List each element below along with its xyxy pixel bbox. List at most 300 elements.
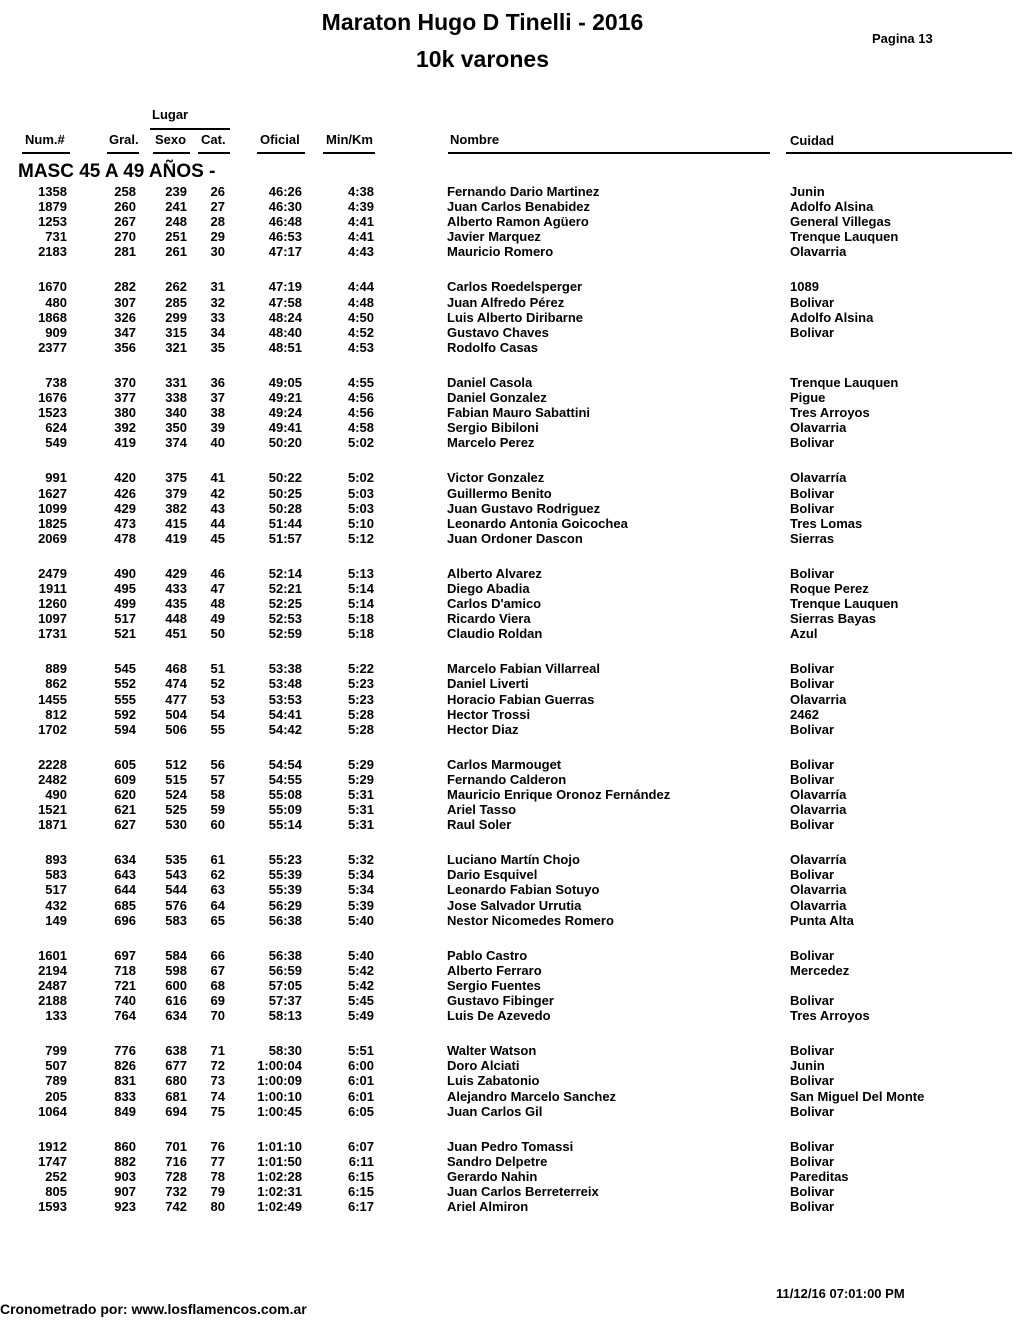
- cell-gral: 258: [114, 184, 136, 199]
- cell-ciudad: Bolivar: [790, 756, 835, 772]
- table-row: [0, 898, 1024, 913]
- cell-num: 549: [45, 435, 67, 451]
- cell-gral: 260: [114, 199, 136, 215]
- cell-nombre: Gustavo Chaves: [447, 324, 549, 340]
- table-row: [0, 435, 1024, 450]
- cell-minkm: 6:01: [347, 1073, 374, 1089]
- cell-oficial: 1:02:28: [257, 1168, 302, 1184]
- cell-ciudad: Bolivar: [790, 661, 835, 677]
- minkm-underline: [323, 152, 375, 154]
- cell-nombre: Sergio Fuentes: [447, 977, 541, 993]
- cell-num: 1911: [38, 580, 67, 596]
- cell-minkm: 5:40: [347, 947, 374, 963]
- cell-cat: 77: [210, 1153, 225, 1169]
- cell-oficial: 56:29: [268, 897, 302, 913]
- cell-sexo: 535: [165, 852, 187, 868]
- cell-num: 1670: [38, 279, 67, 295]
- cell-gral: 473: [114, 515, 136, 531]
- cell-num: 1601: [38, 947, 67, 963]
- cell-num: 480: [45, 294, 67, 310]
- cell-num: 1455: [38, 691, 67, 707]
- cell-nombre: Luis De Azevedo: [447, 1008, 551, 1024]
- cell-minkm: 4:41: [347, 214, 374, 230]
- page-number: Pagina 13: [872, 31, 933, 46]
- cell-ciudad: 1089: [790, 279, 819, 295]
- cell-nombre: Ariel Tasso: [447, 802, 517, 818]
- cell-num: 2188: [38, 993, 67, 1009]
- cell-num: 2479: [38, 565, 67, 581]
- cell-cat: 52: [210, 676, 225, 692]
- cell-ciudad: Bolivar: [790, 947, 835, 963]
- cell-sexo: 524: [165, 787, 187, 802]
- cell-sexo: 584: [165, 947, 187, 963]
- cell-gral: 517: [114, 611, 136, 627]
- cell-minkm: 5:34: [347, 867, 374, 883]
- cell-ciudad: Bolivar: [790, 993, 835, 1009]
- cell-ciudad: Bolivar: [790, 485, 835, 501]
- result-group: [0, 375, 1024, 450]
- cell-oficial: 51:44: [268, 515, 302, 531]
- cell-num: 889: [45, 661, 67, 677]
- cell-gral: 478: [114, 530, 136, 546]
- cell-oficial: 52:53: [268, 611, 302, 627]
- cell-minkm: 5:03: [347, 500, 374, 516]
- cell-minkm: 6:05: [347, 1103, 374, 1119]
- cell-gral: 609: [114, 771, 136, 787]
- cell-oficial: 50:20: [268, 435, 302, 451]
- cell-nombre: Gustavo Fibinger: [447, 993, 554, 1009]
- cell-minkm: 5:23: [347, 676, 374, 692]
- cell-ciudad: Bolivar: [790, 1138, 835, 1154]
- cell-num: 1523: [38, 405, 67, 421]
- cell-sexo: 728: [165, 1168, 187, 1184]
- footer-timestamp: 11/12/16 07:01:00 PM: [776, 1286, 905, 1301]
- table-row: [0, 882, 1024, 897]
- cell-nombre: Marcelo Perez: [447, 435, 535, 451]
- cell-cat: 31: [210, 279, 225, 295]
- table-row: [0, 310, 1024, 325]
- cell-sexo: 616: [165, 993, 187, 1009]
- num-underline: [22, 152, 70, 154]
- cell-oficial: 55:23: [268, 852, 302, 868]
- cell-minkm: 4:41: [347, 229, 374, 245]
- cell-sexo: 634: [165, 1008, 187, 1024]
- cell-cat: 69: [210, 993, 225, 1009]
- cell-nombre: Walter Watson: [447, 1043, 537, 1059]
- cell-cat: 46: [210, 565, 225, 581]
- table-row: [0, 325, 1024, 340]
- cell-minkm: 4:56: [347, 390, 374, 406]
- cell-gral: 281: [114, 244, 136, 260]
- cell-num: 991: [45, 470, 67, 486]
- cell-sexo: 504: [165, 706, 187, 722]
- cell-nombre: Hector Diaz: [447, 721, 519, 737]
- table-row: [0, 566, 1024, 581]
- cell-num: 1253: [38, 214, 67, 230]
- table-row: [0, 531, 1024, 546]
- cell-cat: 45: [210, 530, 225, 546]
- table-row: [0, 1154, 1024, 1169]
- cell-cat: 55: [210, 721, 225, 737]
- cell-cat: 68: [210, 977, 225, 993]
- cell-sexo: 248: [165, 214, 187, 230]
- cell-sexo: 701: [165, 1138, 187, 1154]
- cell-ciudad: Olavarria: [790, 897, 847, 913]
- cell-oficial: 53:48: [268, 676, 302, 692]
- cell-minkm: 5:31: [347, 787, 374, 802]
- cell-minkm: 6:07: [347, 1138, 374, 1154]
- cell-oficial: 1:01:10: [257, 1138, 302, 1154]
- table-row: [0, 993, 1024, 1008]
- cell-oficial: 46:53: [268, 229, 302, 245]
- cell-nombre: Juan Ordoner Dascon: [447, 530, 583, 546]
- table-row: [0, 867, 1024, 882]
- result-group: [0, 948, 1024, 1023]
- cell-nombre: Daniel Liverti: [447, 676, 529, 692]
- table-row: [0, 611, 1024, 626]
- cell-oficial: 55:08: [268, 787, 302, 802]
- table-row: [0, 581, 1024, 596]
- cell-oficial: 54:55: [268, 771, 302, 787]
- cell-oficial: 52:14: [268, 565, 302, 581]
- cell-num: 1521: [38, 802, 67, 818]
- cell-nombre: Juan Carlos Gil: [447, 1103, 543, 1119]
- cell-minkm: 4:38: [347, 184, 374, 199]
- cell-gral: 627: [114, 817, 136, 833]
- cell-cat: 42: [210, 485, 225, 501]
- cell-cat: 26: [210, 184, 225, 199]
- cell-ciudad: Bolivar: [790, 435, 835, 451]
- cell-cat: 28: [210, 214, 225, 230]
- cell-minkm: 4:56: [347, 405, 374, 421]
- table-row: [0, 375, 1024, 390]
- cell-nombre: Dario Esquivel: [447, 867, 538, 883]
- table-row: [0, 295, 1024, 310]
- cell-cat: 50: [210, 626, 225, 642]
- cell-ciudad: Bolivar: [790, 324, 835, 340]
- cell-minkm: 5:51: [347, 1043, 374, 1059]
- cell-oficial: 47:19: [268, 279, 302, 295]
- cell-sexo: 338: [165, 390, 187, 406]
- cell-oficial: 56:38: [268, 947, 302, 963]
- cell-oficial: 47:58: [268, 294, 302, 310]
- table-row: [0, 390, 1024, 405]
- cell-minkm: 5:18: [347, 626, 374, 642]
- cell-nombre: Juan Carlos Benabidez: [447, 199, 591, 215]
- cell-ciudad: Bolivar: [790, 771, 835, 787]
- cell-minkm: 5:13: [347, 565, 374, 581]
- cell-num: 2377: [38, 339, 67, 355]
- cell-cat: 43: [210, 500, 225, 516]
- cell-ciudad: Tres Lomas: [790, 515, 863, 531]
- cell-cat: 32: [210, 294, 225, 310]
- cell-minkm: 5:18: [347, 611, 374, 627]
- cell-cat: 66: [210, 947, 225, 963]
- table-row: [0, 340, 1024, 355]
- cell-num: 1879: [38, 199, 67, 215]
- cell-cat: 70: [210, 1008, 225, 1024]
- cell-num: 789: [45, 1073, 67, 1089]
- cell-num: 490: [45, 787, 67, 802]
- cell-minkm: 4:44: [347, 279, 374, 295]
- cell-nombre: Luciano Martín Chojo: [447, 852, 580, 868]
- cell-gral: 370: [114, 374, 136, 390]
- cell-oficial: 58:30: [268, 1043, 302, 1059]
- cell-ciudad: General Villegas: [790, 214, 891, 230]
- cell-cat: 44: [210, 515, 225, 531]
- cell-ciudad: Pareditas: [790, 1168, 849, 1184]
- cell-sexo: 525: [165, 802, 187, 818]
- cell-gral: 740: [114, 993, 136, 1009]
- cell-cat: 78: [210, 1168, 225, 1184]
- table-row: [0, 757, 1024, 772]
- cell-minkm: 5:12: [347, 530, 374, 546]
- cell-ciudad: Bolivar: [790, 294, 835, 310]
- cell-sexo: 315: [165, 324, 187, 340]
- cell-minkm: 4:55: [347, 374, 374, 390]
- cell-minkm: 5:02: [347, 470, 374, 486]
- cell-ciudad: Bolivar: [790, 1183, 835, 1199]
- cell-oficial: 53:53: [268, 691, 302, 707]
- header-num: Num.#: [25, 132, 65, 147]
- cell-cat: 76: [210, 1138, 225, 1154]
- cell-num: 1747: [38, 1153, 67, 1169]
- cell-nombre: Leonardo Antonia Goicochea: [447, 515, 628, 531]
- cell-nombre: Doro Alciati: [447, 1058, 520, 1074]
- table-row: [0, 1169, 1024, 1184]
- cell-cat: 67: [210, 962, 225, 978]
- result-group: [0, 566, 1024, 641]
- cell-nombre: Javier Marquez: [447, 229, 541, 245]
- cell-ciudad: Sierras: [790, 530, 835, 546]
- cell-num: 2487: [38, 977, 67, 993]
- cell-minkm: 6:15: [347, 1168, 374, 1184]
- cell-sexo: 251: [165, 229, 187, 245]
- page-subtitle: 10k varones: [416, 46, 549, 72]
- oficial-underline: [257, 152, 305, 154]
- table-row: [0, 1058, 1024, 1073]
- cell-ciudad: Tres Arroyos: [790, 405, 870, 421]
- cell-nombre: Carlos Roedelsperger: [447, 279, 583, 295]
- cell-num: 1676: [38, 390, 67, 406]
- table-row: [0, 501, 1024, 516]
- cell-sexo: 435: [165, 596, 187, 612]
- cell-cat: 72: [210, 1058, 225, 1074]
- cell-sexo: 543: [165, 867, 187, 883]
- cell-minkm: 5:14: [347, 596, 374, 612]
- cell-num: 1358: [38, 184, 67, 199]
- cell-cat: 51: [210, 661, 225, 677]
- cell-nombre: Juan Pedro Tomassi: [447, 1138, 574, 1154]
- cell-num: 1868: [38, 309, 67, 325]
- cell-cat: 71: [210, 1043, 225, 1059]
- cell-nombre: Luis Alberto Diribarne: [447, 309, 584, 325]
- cell-sexo: 382: [165, 500, 187, 516]
- cell-cat: 39: [210, 420, 225, 436]
- cell-gral: 634: [114, 852, 136, 868]
- cell-sexo: 379: [165, 485, 187, 501]
- cell-num: 2228: [38, 756, 67, 772]
- cell-minkm: 5:29: [347, 756, 374, 772]
- cell-ciudad: Adolfo Alsina: [790, 309, 874, 325]
- cell-ciudad: Junin: [790, 1058, 825, 1074]
- cell-nombre: Fabian Mauro Sabattini: [447, 405, 591, 421]
- cell-oficial: 54:42: [268, 721, 302, 737]
- cell-oficial: 48:24: [268, 309, 302, 325]
- cell-oficial: 1:02:49: [257, 1199, 302, 1215]
- cell-minkm: 5:32: [347, 852, 374, 868]
- table-row: [0, 852, 1024, 867]
- sexo-underline: [153, 152, 190, 154]
- cell-oficial: 1:00:10: [257, 1088, 302, 1104]
- table-row: [0, 1139, 1024, 1154]
- cell-minkm: 5:22: [347, 661, 374, 677]
- table-row: [0, 214, 1024, 229]
- cell-num: 624: [45, 420, 67, 436]
- cell-cat: 48: [210, 596, 225, 612]
- cell-sexo: 261: [165, 244, 187, 260]
- cell-num: 1593: [38, 1199, 67, 1215]
- cell-sexo: 331: [165, 374, 187, 390]
- cell-oficial: 1:00:09: [257, 1073, 302, 1089]
- table-row: [0, 692, 1024, 707]
- cell-cat: 47: [210, 580, 225, 596]
- table-row: [0, 722, 1024, 737]
- cell-num: 517: [45, 882, 67, 898]
- cell-num: 1099: [38, 500, 67, 516]
- cell-oficial: 48:51: [268, 339, 302, 355]
- cell-gral: 696: [114, 912, 136, 928]
- cell-gral: 621: [114, 802, 136, 818]
- table-row: [0, 1008, 1024, 1023]
- cell-oficial: 57:37: [268, 993, 302, 1009]
- cell-sexo: 299: [165, 309, 187, 325]
- cell-ciudad: Sierras Bayas: [790, 611, 877, 627]
- cell-gral: 356: [114, 339, 136, 355]
- cell-num: 252: [45, 1168, 67, 1184]
- nombre-underline: [448, 152, 770, 154]
- cell-ciudad: Roque Perez: [790, 580, 869, 596]
- cell-ciudad: Bolivar: [790, 817, 835, 833]
- cell-num: 799: [45, 1043, 67, 1059]
- header-minkm: Min/Km: [326, 132, 373, 147]
- cell-gral: 721: [114, 977, 136, 993]
- cell-oficial: 46:26: [268, 184, 302, 199]
- table-row: [0, 1073, 1024, 1088]
- cell-cat: 27: [210, 199, 225, 215]
- result-group: [0, 1043, 1024, 1118]
- cell-minkm: 5:42: [347, 962, 374, 978]
- cell-gral: 849: [114, 1103, 136, 1119]
- cell-cat: 33: [210, 309, 225, 325]
- cell-oficial: 50:28: [268, 500, 302, 516]
- cell-gral: 377: [114, 390, 136, 406]
- cell-sexo: 239: [165, 184, 187, 199]
- cell-cat: 54: [210, 706, 225, 722]
- table-row: [0, 817, 1024, 832]
- cell-minkm: 5:03: [347, 485, 374, 501]
- cell-num: 1731: [38, 626, 67, 642]
- cell-nombre: Daniel Casola: [447, 374, 533, 390]
- cell-nombre: Hector Trossi: [447, 706, 531, 722]
- cell-nombre: Luis Zabatonio: [447, 1073, 540, 1089]
- table-row: [0, 978, 1024, 993]
- cell-ciudad: Olavarría: [790, 470, 847, 486]
- table-row: [0, 596, 1024, 611]
- cell-sexo: 375: [165, 470, 187, 486]
- cell-gral: 392: [114, 420, 136, 436]
- cell-oficial: 1:00:04: [257, 1058, 302, 1074]
- cell-minkm: 5:14: [347, 580, 374, 596]
- cell-oficial: 50:22: [268, 470, 302, 486]
- cell-ciudad: Bolivar: [790, 721, 835, 737]
- cell-sexo: 530: [165, 817, 187, 833]
- cell-ciudad: Olavarría: [790, 852, 847, 868]
- table-row: [0, 229, 1024, 244]
- cell-sexo: 262: [165, 279, 187, 295]
- cell-minkm: 4:52: [347, 324, 374, 340]
- cell-ciudad: Trenque Lauquen: [790, 229, 899, 245]
- cell-cat: 34: [210, 324, 225, 340]
- cell-gral: 644: [114, 882, 136, 898]
- table-row: [0, 184, 1024, 199]
- cell-nombre: Rodolfo Casas: [447, 339, 539, 355]
- cell-minkm: 5:42: [347, 977, 374, 993]
- cell-gral: 490: [114, 565, 136, 581]
- cell-nombre: Alberto Ramon Agüero: [447, 214, 589, 230]
- cell-cat: 75: [210, 1103, 225, 1119]
- cell-minkm: 5:10: [347, 515, 374, 531]
- cell-num: 1260: [38, 596, 67, 612]
- cell-gral: 776: [114, 1043, 136, 1059]
- cell-num: 432: [45, 897, 67, 913]
- cell-num: 1825: [38, 515, 67, 531]
- category-heading: MASC 45 A 49 AÑOS -: [18, 161, 216, 182]
- cell-sexo: 716: [165, 1153, 187, 1169]
- table-row: [0, 420, 1024, 435]
- cell-nombre: Guillermo Benito: [447, 485, 552, 501]
- cell-oficial: 55:14: [268, 817, 302, 833]
- cell-sexo: 433: [165, 580, 187, 596]
- table-row: [0, 1104, 1024, 1119]
- cell-gral: 420: [114, 470, 136, 486]
- cell-cat: 58: [210, 787, 225, 802]
- cell-nombre: Jose Salvador Urrutia: [447, 897, 582, 913]
- cell-gral: 860: [114, 1138, 136, 1154]
- cell-minkm: 5:34: [347, 882, 374, 898]
- cell-gral: 521: [114, 626, 136, 642]
- gral-underline: [107, 152, 139, 154]
- cell-nombre: Mauricio Enrique Oronoz Fernández: [447, 787, 671, 802]
- cell-ciudad: Junin: [790, 184, 825, 199]
- cell-num: 2183: [38, 244, 67, 260]
- cell-nombre: Marcelo Fabian Villarreal: [447, 661, 600, 677]
- cell-ciudad: Olavarría: [790, 787, 847, 802]
- cell-oficial: 52:21: [268, 580, 302, 596]
- cell-num: 2069: [38, 530, 67, 546]
- cell-gral: 605: [114, 756, 136, 772]
- cell-cat: 41: [210, 470, 225, 486]
- cell-minkm: 5:28: [347, 706, 374, 722]
- cell-oficial: 46:30: [268, 199, 302, 215]
- cell-minkm: 6:11: [348, 1153, 374, 1169]
- header-cat: Cat.: [201, 132, 226, 147]
- cell-gral: 282: [114, 279, 136, 295]
- cell-num: 731: [45, 229, 67, 245]
- cell-sexo: 429: [165, 565, 187, 581]
- cell-sexo: 350: [165, 420, 187, 436]
- cell-oficial: 55:09: [268, 802, 302, 818]
